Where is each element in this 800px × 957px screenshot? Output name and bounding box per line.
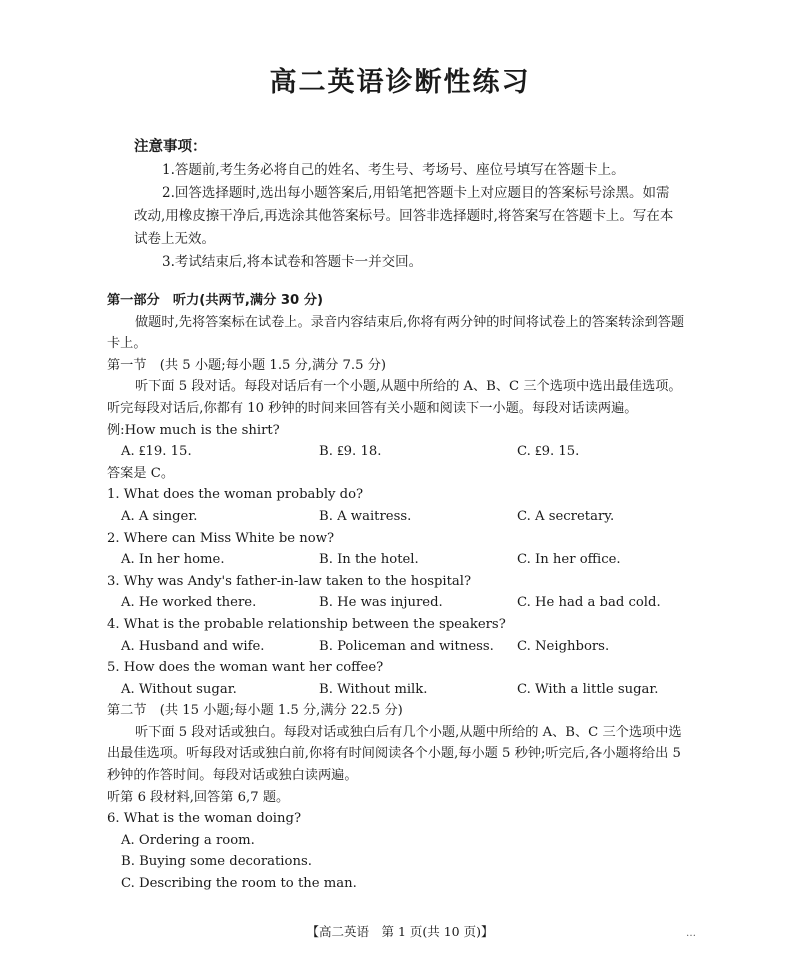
notice-item-1: 1.答题前,考生务必将自己的姓名、考生号、考场号、座位号填写在答题卡上。 — [162, 162, 625, 178]
example-options — [107, 441, 687, 463]
notice-block — [134, 136, 674, 274]
question-2: 2. Where can Miss White be now? — [107, 530, 335, 546]
example-question: 例:How much is the shirt? — [107, 422, 280, 438]
question-4: 4. What is the probable relationship between the speakers? — [107, 616, 506, 632]
section1-heading: 第一节 (共 5 小题;每小题 1.5 分,满分 7.5 分) — [107, 357, 387, 373]
material-note: 听第 6 段材料,回答第 6,7 题。 — [107, 789, 290, 805]
listening-section — [107, 290, 687, 895]
option-b: B. Policeman and witness. — [319, 638, 494, 654]
option-b: B. Buying some decorations. — [121, 854, 312, 870]
option-a: A. Ordering a room. — [121, 832, 255, 848]
section1-instructions: 听下面 5 段对话。每段对话后有一个小题,从题中所给的 A、B、C 三个选项中选出最佳选项。听完每段对话后,你都有 10 秒钟的时间来回答有关小题和阅读下一小题。每段对话读两遍。 — [107, 379, 682, 416]
section2-instructions: 听下面 5 段对话或独白。每段对话或独白后有几个小题,从题中所给的 A、B、C 三个选项中选出最佳选项。听每段对话或独白前,你将有时间阅读各个小题,每小题 5 秒钟;听完后,各小题将给出 5 秒钟的作答时间。每段对话或独白读两遍。 — [107, 724, 682, 784]
example-option-c: C. ₤9. 15. — [517, 444, 580, 460]
notice-item-3: 3.考试结束后,将本试卷和答题卡一并交回。 — [162, 254, 423, 270]
question-1-options — [107, 506, 687, 528]
option-c: C. A secretary. — [517, 508, 615, 524]
example-answer: 答案是 C。 — [107, 465, 175, 481]
question-2-options — [107, 549, 687, 571]
part1-heading: 第一部分 听力(共两节,满分 30 分) — [107, 293, 324, 308]
page-footer: 【高二英语 第 1 页(共 10 页)】 — [306, 924, 494, 939]
question-1: 1. What does the woman probably do? — [107, 487, 364, 503]
notice-heading: 注意事项： — [134, 139, 207, 155]
part1-instructions: 做题时,先将答案标在试卷上。录音内容结束后,你将有两分钟的时间将试卷上的答案转涂到答题卡上。 — [107, 314, 685, 352]
option-b: B. Without milk. — [319, 681, 428, 697]
option-a: A. Husband and wife. — [121, 638, 265, 654]
notice-item-2: 2.回答选择题时,选出每小题答案后,用铅笔把答题卡上对应题目的答案标号涂黑。如需改动,用橡皮擦干净后,再选涂其他答案标号。回答非选择题时,将答案写在答题卡上。写在本试卷上无效。 — [134, 185, 674, 247]
option-c: C. Describing the room to the man. — [121, 876, 357, 892]
option-c: C. With a little sugar. — [517, 681, 659, 697]
option-c: C. Neighbors. — [517, 638, 610, 654]
section2-heading: 第二节 (共 15 小题;每小题 1.5 分,满分 22.5 分) — [107, 703, 403, 719]
question-3-options — [107, 592, 687, 614]
question-5: 5. How does the woman want her coffee? — [107, 660, 384, 676]
example-option-b: B. ₤9. 18. — [319, 444, 382, 460]
option-c: C. In her office. — [517, 552, 621, 568]
option-c: C. He had a bad cold. — [517, 595, 661, 611]
question-5-options — [107, 679, 687, 701]
option-a: A. In her home. — [121, 552, 225, 568]
option-a: A. Without sugar. — [121, 681, 237, 697]
question-4-options — [107, 636, 687, 658]
option-a: A. A singer. — [121, 508, 198, 524]
option-b: B. A waitress. — [319, 508, 412, 524]
question-3: 3. Why was Andy's father-in-law taken to the hospital? — [107, 573, 472, 589]
option-b: B. He was injured. — [319, 595, 443, 611]
corner-mark: … — [686, 928, 696, 939]
option-b: B. In the hotel. — [319, 552, 419, 568]
page-title: 高二英语诊断性练习 — [269, 67, 531, 98]
option-a: A. He worked there. — [121, 595, 257, 611]
question-6: 6. What is the woman doing? — [107, 811, 302, 827]
example-option-a: A. ₤19. 15. — [121, 444, 192, 460]
